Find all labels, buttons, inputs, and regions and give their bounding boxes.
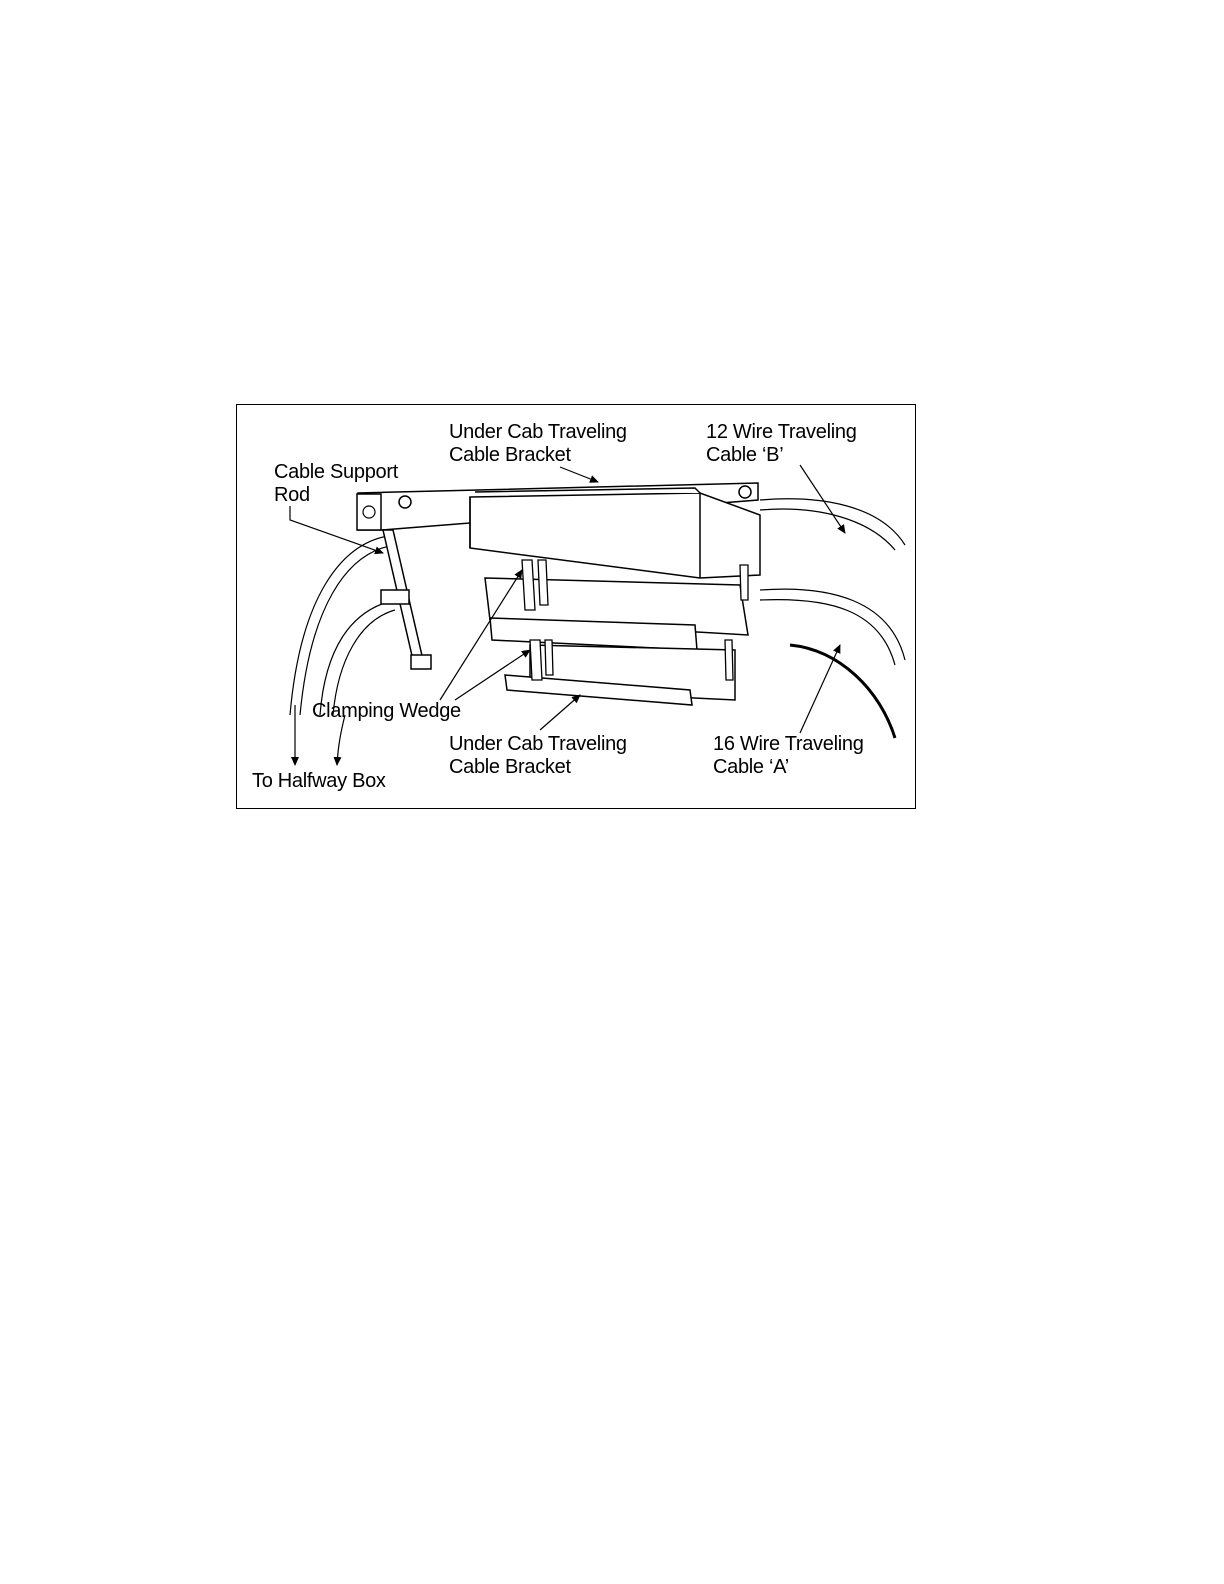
label-support-rod-2: Rod: [274, 484, 310, 506]
label-support-rod-1: Cable Support: [274, 461, 398, 483]
rod-bolt-icon: [363, 506, 375, 518]
label-top-bracket-2: Cable Bracket: [449, 444, 571, 466]
label-cable-a-2: Cable ‘A’: [713, 756, 789, 778]
label-bottom-bracket-2: Cable Bracket: [449, 756, 571, 778]
leader-top-bracket: [560, 467, 598, 482]
label-cable-a-1: 16 Wire Traveling: [713, 733, 864, 755]
label-halfway-box: To Halfway Box: [252, 770, 386, 792]
label-bottom-bracket-1: Under Cab Traveling: [449, 733, 627, 755]
label-clamping-wedge: Clamping Wedge: [312, 700, 461, 722]
arrow-halfway-2: [337, 715, 345, 765]
leader-cable-a: [800, 645, 840, 733]
upper-clamp-block: [470, 488, 760, 578]
cable-support-rod: [381, 530, 431, 669]
leader-bottom-bracket: [540, 695, 580, 730]
label-cable-b-2: Cable ‘B’: [706, 444, 784, 466]
label-top-bracket-1: Under Cab Traveling: [449, 421, 627, 443]
label-cable-b-1: 12 Wire Traveling: [706, 421, 857, 443]
